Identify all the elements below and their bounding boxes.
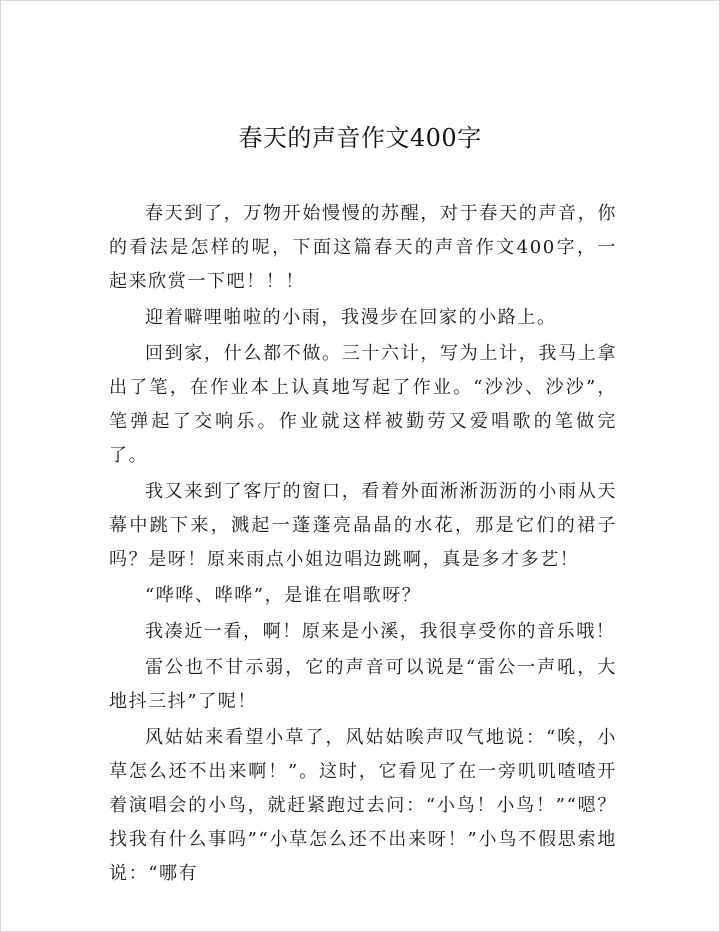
paragraph-2: 迎着噼哩啪啦的小雨，我漫步在回家的小路上。 (145, 307, 557, 328)
paragraph-1: 春天到了，万物开始慢慢的苏醒，对于春天的声音，你的看法是怎样的呢，下面这篇春天的声音作文400字，一起来欣赏一下吧！！！ (109, 203, 617, 292)
paragraph-7: 雷公也不甘示弱，它的声音可以说是“雷公一声吼，大地抖三抖”了呢！ (109, 657, 617, 712)
paragraph-3: 回到家，什么都不做。三十六计，写为上计，我马上拿出了笔，在作业本上认真地写起了作业。“沙沙、沙沙”，笔弹起了交响乐。作业就这样被勤劳又爱唱歌的笔做完了。 (109, 343, 617, 466)
paragraph-5: “哗哗、哗哗”，是谁在唱歌呀？ (145, 585, 422, 606)
paragraph-6: 我凑近一看，啊！原来是小溪，我很享受你的音乐哦！ (145, 621, 616, 642)
paragraph-4: 我又来到了客厅的窗口，看着外面淅淅沥沥的小雨从天幕中跳下来，溅起一蓬蓬亮晶晶的水花，那是它们的裙子吗？是呀！原来雨点小姐边唱边跳啊，真是多才多艺！ (109, 481, 617, 570)
document-title: 春天的声音作文400字 (238, 124, 482, 152)
paragraph-8: 风姑姑来看望小草了，风姑姑唉声叹气地说：“唉，小草怎么还不出来啊！”。这时，它看见了在一旁叽叽喳喳开着演唱会的小鸟，就赶紧跑过去问：“小鸟！小鸟！”“嗯？找我有什么事吗”“小草怎么还不出来呀！”小鸟不假思索地说：“哪有 (109, 727, 617, 884)
document-body (109, 197, 617, 893)
